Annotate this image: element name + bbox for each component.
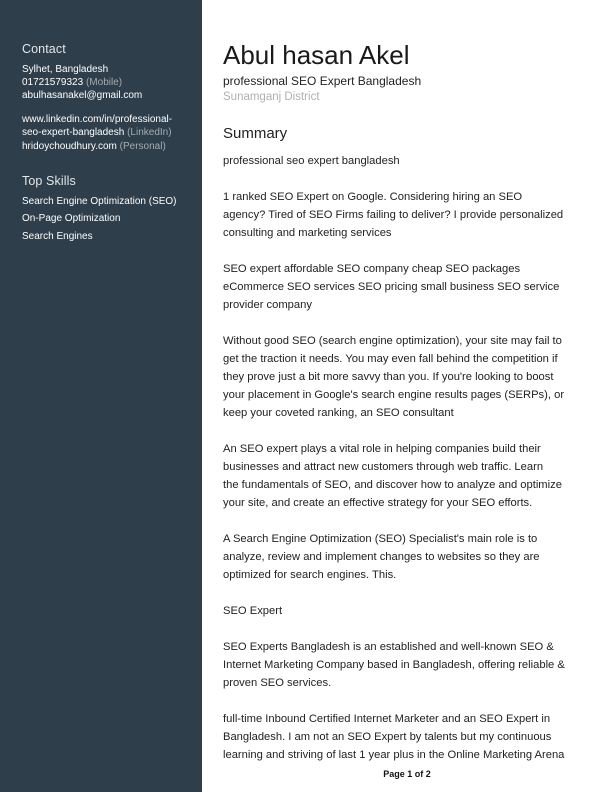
summary-paragraph: [223, 332, 595, 422]
personal-site-type: (Personal): [119, 141, 166, 152]
summary-paragraph: [223, 530, 595, 584]
contact-phone: 01721579323: [22, 77, 84, 88]
summary-line: consulting and marketing services: [223, 227, 392, 239]
summary-line: optimized for search engines. This.: [223, 569, 397, 581]
summary-line: proven SEO services.: [223, 677, 332, 689]
summary-line: SEO Experts Bangladesh is an established and well-known SEO &: [223, 641, 554, 653]
linkedin-url-line1[interactable]: www.linkedin.com/in/professional-: [22, 114, 173, 125]
summary-paragraph: [223, 188, 595, 242]
contact-heading: Contact: [22, 42, 66, 56]
profile-name: Abul hasan Akel: [223, 40, 410, 70]
summary-line: your placement in Google's search engine results pages (SERPs), or: [223, 389, 565, 401]
linkedin-url-line2[interactable]: seo-expert-bangladesh: [22, 127, 125, 138]
contact-phone-type: (Mobile): [85, 77, 123, 88]
summary-line: Without good SEO (search engine optimization), your site may fail to: [223, 335, 562, 347]
summary-line: 1 ranked SEO Expert on Google. Considering hiring an SEO: [223, 191, 523, 203]
summary-line: eCommerce SEO services SEO pricing small business SEO service: [223, 281, 560, 293]
summary-line: businesses and attract new customers through web traffic. Learn: [223, 461, 544, 473]
contact-email[interactable]: abulhasanakel@gmail.com: [22, 90, 143, 101]
summary-paragraph: [223, 710, 595, 764]
skill-item: Search Engines: [22, 231, 93, 242]
summary-paragraph: [223, 152, 595, 170]
summary-line: Bangladesh. I am not an SEO Expert by talents but my continuous: [223, 731, 552, 743]
profile-location: Sunamganj District: [223, 91, 320, 103]
summary-body: [223, 152, 595, 782]
summary-line: Internet Marketing Company based in Bangladesh, offering reliable &: [223, 659, 565, 671]
contact-phone-line: [22, 76, 122, 89]
summary-line: analyze, review and implement changes to websites so they are: [223, 551, 540, 563]
summary-line: provider company: [223, 299, 312, 311]
personal-site[interactable]: hridoychoudhury.com: [22, 141, 117, 152]
linkedin-url-line2-row: [22, 126, 172, 139]
summary-line: A Search Engine Optimization (SEO) Specialist's main role is to: [223, 533, 538, 545]
skill-item: On-Page Optimization: [22, 213, 121, 224]
summary-paragraph: [223, 602, 595, 620]
summary-line: learning and striving of last 1 year plus in the Online Marketing Arena: [223, 749, 565, 761]
summary-line: they prove just a bit more savvy than you. If you're looking to boost: [223, 371, 554, 383]
summary-line: agency? Tired of SEO Firms failing to deliver? I provide personalized: [223, 209, 564, 221]
personal-site-line: [22, 140, 166, 153]
top-skills-heading: Top Skills: [22, 174, 76, 188]
summary-line: SEO Expert: [223, 605, 283, 617]
summary-heading: Summary: [223, 125, 288, 142]
summary-paragraph: [223, 260, 595, 314]
summary-line: your site, and create an effective strategy for your SEO efforts.: [223, 497, 533, 509]
summary-line: professional seo expert bangladesh: [223, 155, 400, 167]
skill-item: Search Engine Optimization (SEO): [22, 196, 177, 207]
sidebar: [0, 0, 202, 792]
summary-paragraph: [223, 638, 595, 692]
profile-headline: professional SEO Expert Bangladesh: [223, 74, 422, 88]
summary-line: full-time Inbound Certified Internet Marketer and an SEO Expert in: [223, 713, 551, 725]
linkedin-type: (LinkedIn): [127, 127, 172, 138]
summary-line: An SEO expert plays a vital role in helping companies build their: [223, 443, 541, 455]
summary-line: SEO expert affordable SEO company cheap SEO packages: [223, 263, 521, 275]
summary-line: keep your coveted ranking, an SEO consultant: [223, 407, 454, 419]
summary-line: get the traction it needs. You may even fall behind the competition if: [223, 353, 558, 365]
summary-line: the fundamentals of SEO, and discover how to analyze and optimize: [223, 479, 562, 491]
contact-location: Sylhet, Bangladesh: [22, 64, 109, 75]
summary-paragraph: [223, 440, 595, 512]
page-number: Page 1 of 2: [383, 769, 431, 779]
